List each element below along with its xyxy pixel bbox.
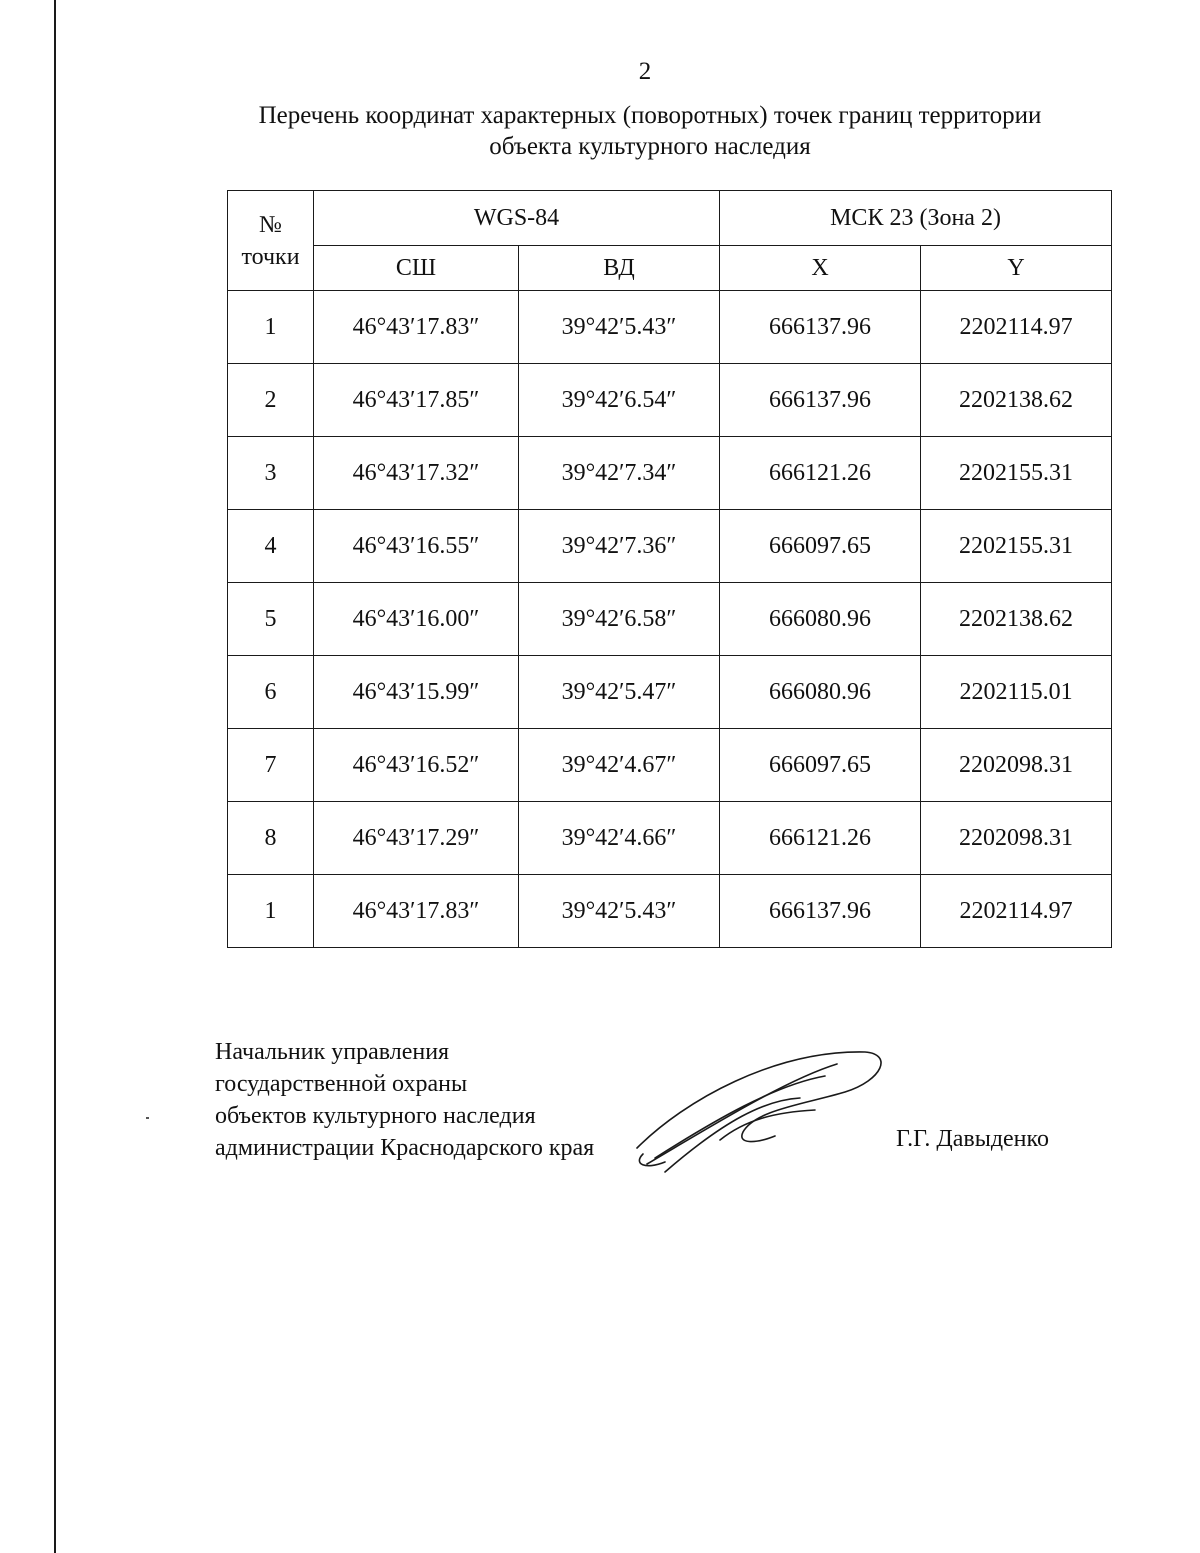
table-row xyxy=(228,656,1112,729)
x-cell: 666080.96 xyxy=(720,656,921,729)
title-line-1: Перечень координат характерных (поворотных) точек границ территории xyxy=(258,102,1042,129)
x-cell: 666121.26 xyxy=(720,802,921,875)
point-number-header xyxy=(228,191,314,291)
point-number-cell: 6 xyxy=(228,656,314,729)
y-cell: 2202098.31 xyxy=(921,729,1112,802)
longitude-header: ВД xyxy=(519,246,720,291)
longitude-cell: 39°42′4.67″ xyxy=(519,729,720,802)
table-row xyxy=(228,437,1112,510)
y-cell: 2202155.31 xyxy=(921,437,1112,510)
table-header-row xyxy=(228,191,1112,246)
point-header-word: точки xyxy=(241,243,300,270)
y-cell: 2202114.97 xyxy=(921,291,1112,364)
latitude-cell: 46°43′17.83″ xyxy=(314,875,519,948)
point-number-cell: 2 xyxy=(228,364,314,437)
handwritten-signature xyxy=(625,1040,895,1180)
title-line-2: объекта культурного наследия xyxy=(489,133,811,160)
position-line-1: Начальник управления xyxy=(215,1039,450,1065)
x-cell: 666137.96 xyxy=(720,291,921,364)
signer-name: Г.Г. Давыденко xyxy=(896,1126,1049,1152)
table-row xyxy=(228,510,1112,583)
table-row xyxy=(228,583,1112,656)
position-line-4: администрации Краснодарского края xyxy=(215,1135,595,1161)
position-line-3: объектов культурного наследия xyxy=(215,1103,536,1129)
table-subheader-row xyxy=(228,246,1112,291)
longitude-cell: 39°42′4.66″ xyxy=(519,802,720,875)
x-cell: 666097.65 xyxy=(720,510,921,583)
point-number-cell: 1 xyxy=(228,291,314,364)
latitude-cell: 46°43′15.99″ xyxy=(314,656,519,729)
x-header: X xyxy=(720,246,921,291)
x-cell: 666121.26 xyxy=(720,437,921,510)
page-number: 2 xyxy=(638,58,652,85)
table-row xyxy=(228,802,1112,875)
point-number-cell: 7 xyxy=(228,729,314,802)
latitude-cell: 46°43′16.00″ xyxy=(314,583,519,656)
y-header: Y xyxy=(921,246,1112,291)
signatory-position xyxy=(215,1036,594,1164)
table-row xyxy=(228,875,1112,948)
x-cell: 666137.96 xyxy=(720,875,921,948)
table-row xyxy=(228,291,1112,364)
point-number-cell: 1 xyxy=(228,875,314,948)
point-header-symbol: № xyxy=(259,211,282,238)
y-cell: 2202098.31 xyxy=(921,802,1112,875)
point-number-cell: 3 xyxy=(228,437,314,510)
latitude-cell: 46°43′17.83″ xyxy=(314,291,519,364)
longitude-cell: 39°42′6.54″ xyxy=(519,364,720,437)
point-number-cell: 5 xyxy=(228,583,314,656)
longitude-cell: 39°42′5.43″ xyxy=(519,291,720,364)
left-margin-rule xyxy=(54,0,56,1553)
longitude-cell: 39°42′6.58″ xyxy=(519,583,720,656)
position-line-2: государственной охраны xyxy=(215,1071,468,1097)
wgs84-group-header: WGS-84 xyxy=(314,191,720,246)
latitude-cell: 46°43′17.85″ xyxy=(314,364,519,437)
msk23-group-header: МСК 23 (Зона 2) xyxy=(720,191,1112,246)
x-cell: 666097.65 xyxy=(720,729,921,802)
table-row xyxy=(228,364,1112,437)
coordinates-table xyxy=(227,190,1112,948)
latitude-header: СШ xyxy=(314,246,519,291)
y-cell: 2202155.31 xyxy=(921,510,1112,583)
point-number-cell: 4 xyxy=(228,510,314,583)
latitude-cell: 46°43′17.32″ xyxy=(314,437,519,510)
longitude-cell: 39°42′7.36″ xyxy=(519,510,720,583)
x-cell: 666137.96 xyxy=(720,364,921,437)
table-row xyxy=(228,729,1112,802)
latitude-cell: 46°43′17.29″ xyxy=(314,802,519,875)
y-cell: 2202114.97 xyxy=(921,875,1112,948)
y-cell: 2202138.62 xyxy=(921,364,1112,437)
y-cell: 2202115.01 xyxy=(921,656,1112,729)
point-number-cell: 8 xyxy=(228,802,314,875)
longitude-cell: 39°42′7.34″ xyxy=(519,437,720,510)
x-cell: 666080.96 xyxy=(720,583,921,656)
scan-speck xyxy=(146,1117,149,1119)
latitude-cell: 46°43′16.55″ xyxy=(314,510,519,583)
document-title xyxy=(200,100,1100,162)
longitude-cell: 39°42′5.43″ xyxy=(519,875,720,948)
longitude-cell: 39°42′5.47″ xyxy=(519,656,720,729)
y-cell: 2202138.62 xyxy=(921,583,1112,656)
latitude-cell: 46°43′16.52″ xyxy=(314,729,519,802)
